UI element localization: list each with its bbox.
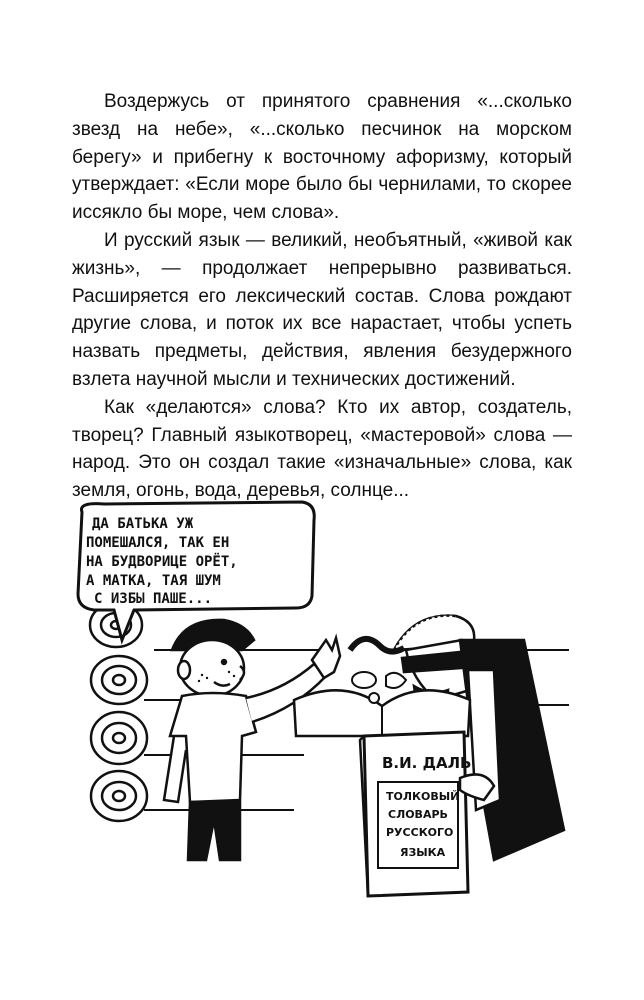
paragraph-3: Как «делаются» слова? Кто их автор, создатель, творец? Главный языкотворец, «мастеровой» слова — народ. Это он создал такие «изначальные» слова, как земля, огонь, вода, деревья, солнце... xyxy=(72,396,572,502)
body-text xyxy=(72,88,572,505)
cartoon-illustration xyxy=(64,500,584,920)
book-title-line-3: РУССКОГО xyxy=(386,826,454,839)
bubble-line-2: ПОМЕШАЛСЯ, ТАК ЕН xyxy=(86,535,230,551)
bubble-line-3: НА БУДВОРИЦЕ ОРЁТ, xyxy=(86,554,238,570)
book-title-line-1: ТОЛКОВЫЙ xyxy=(386,790,460,803)
paragraph-1: Воздержусь от принятого сравнения «...сколько звезд на небе», «...сколько песчинок на морском берегу» и прибегну к восточному афоризму, который утверждает: «Если море было бы чернилами, то скорее иссякло бы море, чем слова». xyxy=(72,91,572,224)
boy-figure xyxy=(164,620,340,860)
book-title-line-4: ЯЗЫКА xyxy=(400,846,446,859)
bubble-line-5: С ИЗБЫ ПАШЕ... xyxy=(94,591,213,607)
cartoon-drawing xyxy=(64,500,584,920)
dictionary-book xyxy=(294,690,471,896)
bubble-line-1: ДА БАТЬКА УЖ xyxy=(92,516,194,532)
book-title-line-2: СЛОВАРЬ xyxy=(388,808,448,821)
paragraph-2: И русский язык — великий, необъятный, «живой как жизнь», — продолжает непрерывно развиваться. Расширяется его лексический состав. Слова рождают другие слова, и поток их все нарастает, чтобы успеть назвать предметы, действия, явления безудержного взлета научной мысли и технических достижений. xyxy=(72,229,572,390)
bubble-line-4: А МАТКА, ТАЯ ШУМ xyxy=(86,573,221,589)
book-author: В.И. ДАЛЬ xyxy=(382,754,472,772)
log-ends-icon xyxy=(90,603,147,821)
